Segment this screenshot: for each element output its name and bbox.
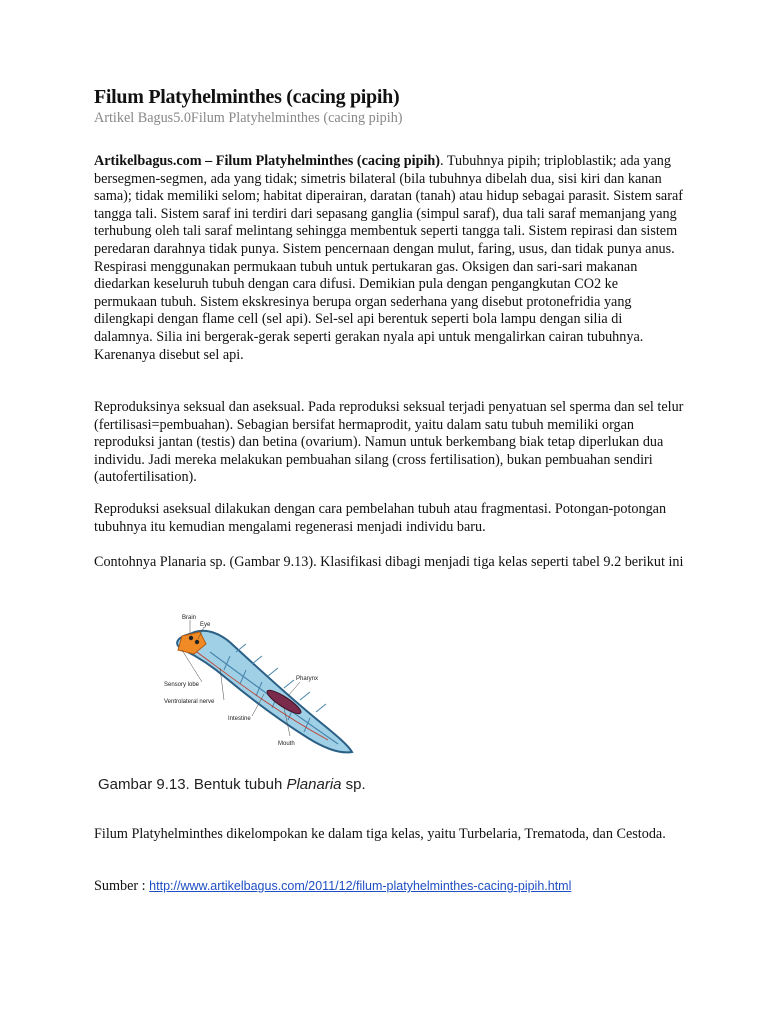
planaria-figure [160, 612, 370, 762]
page-subtitle: Artikel Bagus5.0Filum Platyhelminthes (cacing pipih) [94, 110, 403, 126]
caption-species: Planaria [286, 776, 342, 793]
label-brain: Brain [182, 615, 197, 621]
planaria-illustration [160, 612, 370, 762]
label-sensory-lobe: Sensory lobe [164, 682, 200, 688]
asexual-paragraph: Reproduksi aseksual dilakukan dengan cara pembelahan tubuh atau fragmentasi. Potongan-potongan tubuhnya itu kemudian mengalami regenerasi menjadi individu baru. [94, 501, 667, 535]
eye-spot [189, 636, 193, 640]
figure-caption [98, 776, 366, 793]
reproduction-paragraph: Reproduksinya seksual dan aseksual. Pada reproduksi seksual terjadi penyatuan sel sperma dan sel telur (fertilisasi=pembuahan). Sebagian bersifat hermaprodit, yaitu dalam satu tubuh memiliki organ reproduksi jantan (testis) dan betina (ovarium). Namun untuk berkembang biak tetap diperlukan dua individu. Jadi mereka melakukan pembuahan silang (cross fertilisation), bukan pembuahan sendiri (autofertilisation). [94, 399, 684, 486]
label-mouth: Mouth [278, 741, 295, 747]
caption-prefix: Gambar 9.13. Bentuk tubuh [98, 776, 287, 793]
source-label: Sumber : [94, 878, 150, 894]
label-intestine: Intestine [228, 716, 251, 722]
intro-lead: Artikelbagus.com – Filum Platyhelminthes (cacing pipih) [94, 153, 441, 169]
example-paragraph: Contohnya Planaria sp. (Gambar 9.13). Klasifikasi dibagi menjadi tiga kelas seperti tabel 9.2 berikut ini [94, 554, 684, 570]
source-link[interactable]: http://www.artikelbagus.com/2011/12/filum-platyhelminthes-cacing-pipih.html [149, 879, 572, 893]
label-eye: Eye [200, 622, 211, 628]
source-line [94, 878, 684, 896]
label-ventrolateral-nerve: Ventrolateral nerve [164, 699, 215, 705]
label-pharynx: Pharynx [296, 676, 319, 682]
classes-paragraph: Filum Platyhelminthes dikelompokan ke dalam tiga kelas, yaitu Turbelaria, Trematoda, dan Cestoda. [94, 826, 666, 842]
intro-paragraph [94, 153, 684, 364]
caption-suffix: sp. [341, 776, 366, 793]
page-title: Filum Platyhelminthes (cacing pipih) [94, 86, 400, 108]
intro-text: . Tubuhnya pipih; triploblastik; ada yang bersegmen-segmen, ada yang tidak; simetris bilateral (bila tubuhnya dibelah dua, sisi kiri dan kanan sama); tidak memiliki selom; habitat diperairan, daratan (tanah) atau hidup sebagai parasit. Sistem saraf tangga tali. Sistem saraf ini terdiri dari sepasang ganglia (simpul saraf), dua tali saraf memanjang yang terhubung oleh tali saraf melintang sehingga membentuk seperti tangga tali. Sistem repirasi dan sistem peredaran darahnya tidak punya. Sistem pencernaan dengan mulut, faring, usus, dan tidak punya anus. Respirasi menggunakan permukaan tubuh untuk pertukaran gas. Oksigen dan sari-sari makanan diedarkan keseluruh tubuh dengan cara difusi. Demikian pula dengan pengangkutan CO2 ke permukaan tubuh. Sistem ekskresinya berupa organ sederhana yang disebut protonefridia yang dilengkapi dengan flame cell (sel api). Sel-sel api berentuk seperti bola lampu dengan silia di dalamnya. Silia ini bergerak-gerak seperti gerakan nyala api untuk mengalirkan cairan tubuhnya. Karenanya disebut sel api. [94, 153, 683, 363]
